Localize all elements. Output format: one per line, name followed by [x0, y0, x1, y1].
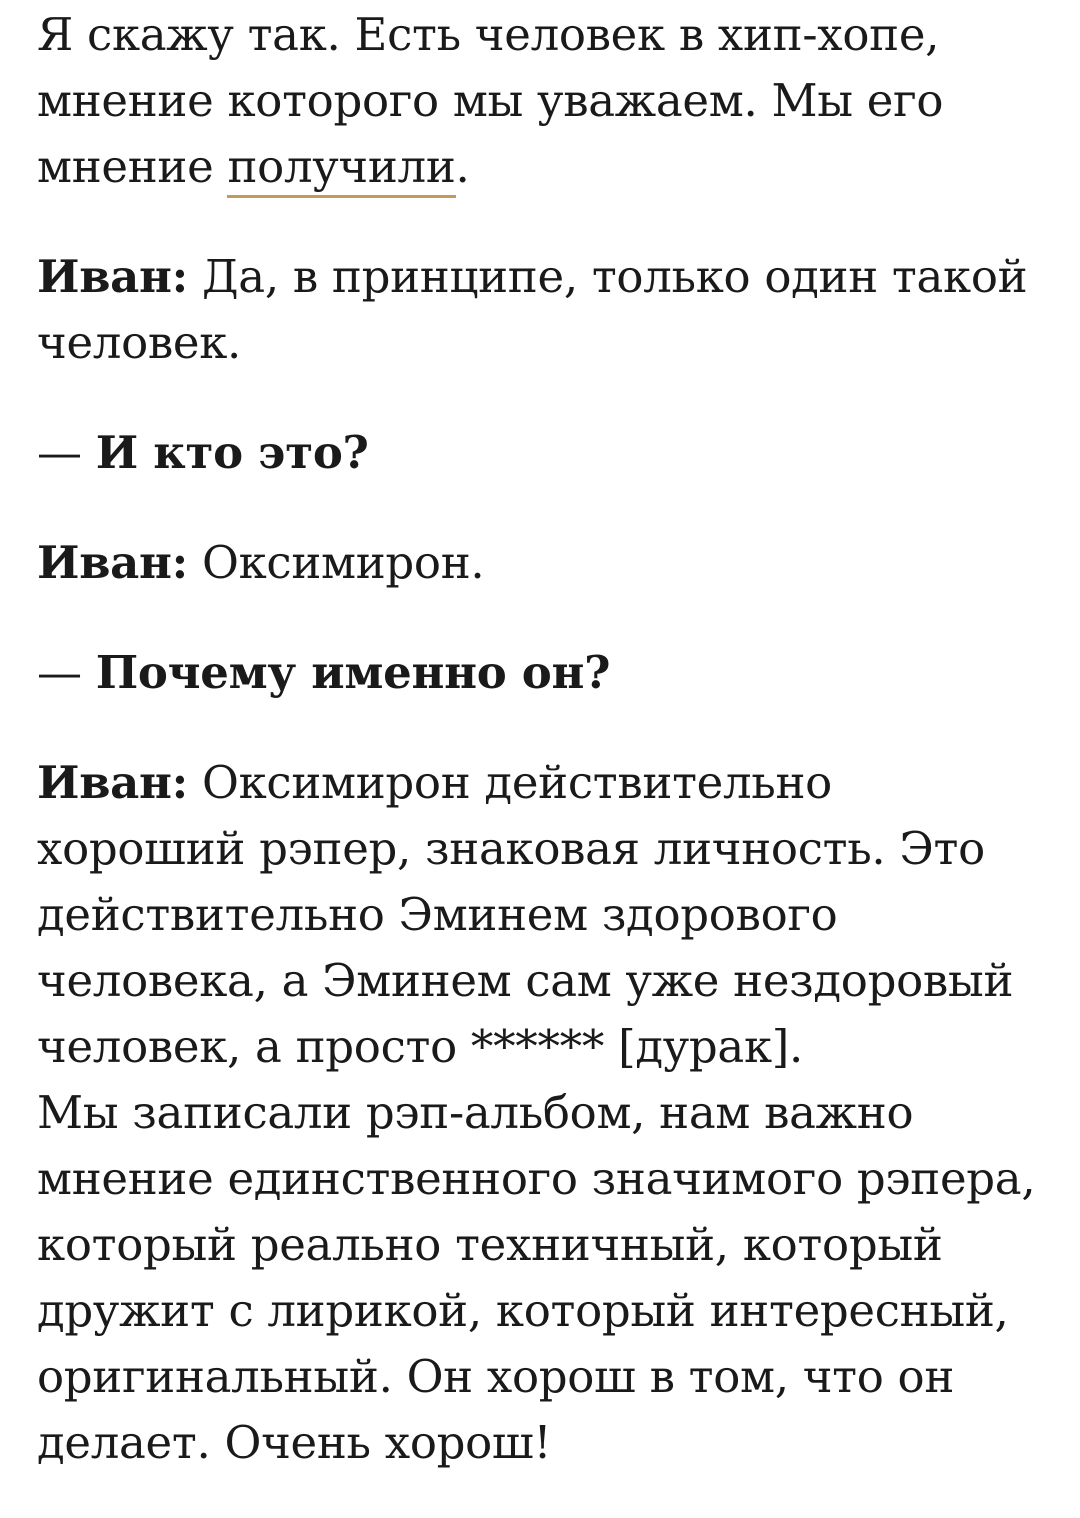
received-link[interactable]: получили — [227, 140, 455, 198]
question-text: Почему именно он? — [95, 646, 611, 699]
answer-text: Оксимирон. — [202, 536, 485, 589]
question-paragraph-1 — [37, 420, 1047, 486]
speaker-name: Иван: — [37, 250, 188, 303]
paragraph-intro — [37, 2, 1047, 200]
speaker-name: Иван: — [37, 536, 188, 589]
paragraph-intro-end: . — [455, 140, 470, 193]
answer-text: Да, в принципе, только один такой человек. — [37, 250, 1028, 369]
answer-paragraph-1 — [37, 244, 1047, 376]
question-text: И кто это? — [95, 426, 369, 479]
speaker-name: Иван: — [37, 756, 188, 809]
paragraph-intro-text: Я скажу так. Есть человек в хип-хопе, мнение которого мы уважаем. Мы его мнение — [37, 8, 944, 193]
question-dash: — — [37, 646, 82, 699]
question-dash: — — [37, 426, 82, 479]
answer-paragraph-3 — [37, 750, 1047, 1476]
article-body — [37, 2, 1047, 1476]
answer-paragraph-2 — [37, 530, 1047, 596]
answer-text-continued: Мы записали рэп-альбом, нам важно мнение единственного значимого рэпера, который реально техничный, который дружит с лирикой, который интересный, оригинальный. Он хорош в том, что он делает. Очень хорош! — [37, 1086, 1036, 1469]
question-paragraph-2 — [37, 640, 1047, 706]
answer-text: Оксимирон действительно хороший рэпер, знаковая личность. Это действительно Эминем здорового человека, а Эминем сам уже нездоровый человек, а просто ****** [дурак]. — [37, 756, 1014, 1073]
